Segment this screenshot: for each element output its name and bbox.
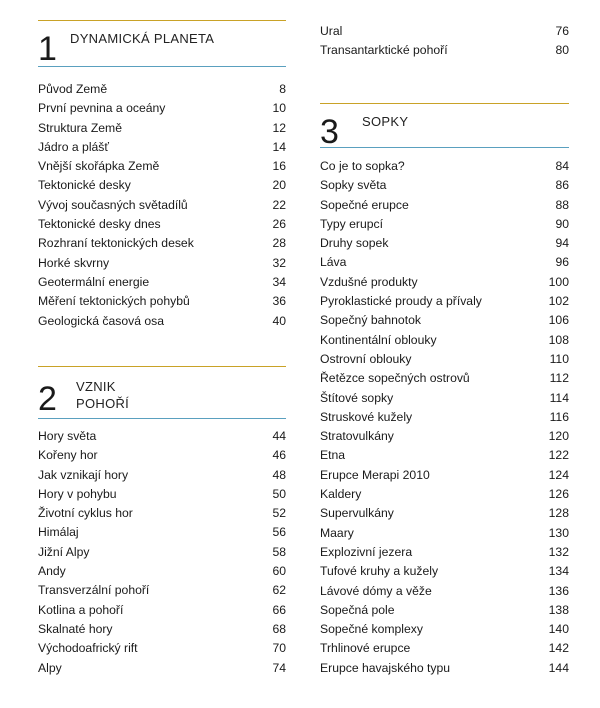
toc-entry-title: Erupce havajského typu xyxy=(320,660,451,675)
toc-entry xyxy=(38,659,286,678)
toc-entry-page: 48 xyxy=(272,467,286,482)
toc-entry-title: Stratovulkány xyxy=(320,429,394,444)
toc-entry xyxy=(320,350,569,369)
toc-entry-title: Tektonické desky dnes xyxy=(38,217,161,232)
toc-entry-page: 138 xyxy=(548,602,569,617)
toc-entry-title: Etna xyxy=(320,448,346,463)
toc-entry-title: Tektonické desky xyxy=(38,178,131,193)
toc-entry xyxy=(320,311,569,330)
toc-entry-title: Druhy sopek xyxy=(320,236,389,251)
toc-entry xyxy=(38,639,286,658)
toc-entry xyxy=(38,119,286,138)
toc-entry-page: 40 xyxy=(272,313,286,328)
toc-entry-page: 34 xyxy=(272,274,286,289)
toc-entry-page: 62 xyxy=(272,583,286,598)
toc-entry xyxy=(320,524,569,543)
toc-entry xyxy=(320,601,569,620)
chapter-number: 1 xyxy=(38,30,57,68)
toc-entry-title: Sopečné erupce xyxy=(320,197,409,212)
toc-entry-title: Geologická časová osa xyxy=(38,313,165,328)
toc-entry-title: Ostrovní oblouky xyxy=(320,351,412,366)
toc-entry xyxy=(38,504,286,523)
toc-entry-page: 106 xyxy=(548,313,569,328)
toc-entry xyxy=(320,504,569,523)
toc-entry-page: 32 xyxy=(272,255,286,270)
chapter-divider-bottom xyxy=(38,418,286,419)
toc-entry-page: 122 xyxy=(548,448,569,463)
toc-entry-title: Hory světa xyxy=(38,429,97,443)
toc-entry-page: 36 xyxy=(272,294,286,309)
toc-entry-page: 142 xyxy=(548,641,569,656)
toc-entry-page: 76 xyxy=(555,24,569,38)
toc-entry-page: 126 xyxy=(548,487,569,502)
toc-entry-page: 28 xyxy=(272,236,286,251)
toc-entry-title: Sopečná pole xyxy=(320,602,395,617)
toc-entry-title: Geotermální energie xyxy=(38,274,150,289)
toc-entry-page: 96 xyxy=(555,255,569,270)
toc-entry-page: 112 xyxy=(549,371,569,386)
toc-entry-page: 134 xyxy=(548,564,569,579)
chapter-title-line1: VZNIK xyxy=(76,379,116,394)
chapter-2-entries xyxy=(38,427,286,678)
toc-entry-title: Kaldery xyxy=(320,487,362,502)
toc-entry xyxy=(320,466,569,485)
chapter-3-header xyxy=(320,103,569,153)
toc-entry-title: Explozivní jezera xyxy=(320,544,413,559)
toc-entry-title: Sopečný bahnotok xyxy=(320,313,421,328)
toc-entry-title: Supervulkány xyxy=(320,506,394,521)
toc-entry-page: 80 xyxy=(555,43,569,58)
toc-entry-page: 70 xyxy=(272,641,286,656)
toc-entry-title: Hory v pohybu xyxy=(38,486,117,501)
toc-entry-page: 52 xyxy=(272,506,286,521)
toc-entry-page: 66 xyxy=(272,602,286,617)
toc-entry-title: Transverzální pohoří xyxy=(38,583,150,598)
chapter-title-line2: POHOŘÍ xyxy=(76,396,130,411)
toc-entry-title: Jak vznikají hory xyxy=(38,467,129,482)
chapter-2-entries-continued xyxy=(320,22,569,61)
toc-entry xyxy=(320,389,569,408)
toc-entry-title: Kotlina a pohoří xyxy=(38,602,124,617)
toc-entry-title: Vnější skořápka Země xyxy=(38,159,160,174)
toc-entry-page: 144 xyxy=(548,660,569,675)
toc-entry xyxy=(38,620,286,639)
toc-entry xyxy=(320,176,569,195)
toc-entry xyxy=(320,408,569,427)
chapter-divider-bottom xyxy=(320,147,569,148)
chapter-divider-top xyxy=(38,20,286,21)
toc-entry xyxy=(38,427,286,446)
toc-entry-title: Sopky světa xyxy=(320,178,387,193)
toc-entry-page: 86 xyxy=(555,178,569,193)
chapter-number: 2 xyxy=(38,380,57,418)
toc-entry-title: Sopečné komplexy xyxy=(320,622,423,637)
toc-entry-page: 12 xyxy=(272,120,286,135)
toc-entry xyxy=(38,234,286,253)
toc-entry-title: Původ Země xyxy=(38,82,108,96)
toc-entry-page: 22 xyxy=(272,197,286,212)
toc-entry-title: Kořeny hor xyxy=(38,448,98,463)
toc-entry xyxy=(320,292,569,311)
chapter-2-header xyxy=(38,366,286,426)
toc-entry-title: Rozhraní tektonických desek xyxy=(38,236,194,251)
toc-entry-title: Láva xyxy=(320,255,347,270)
toc-entry-page: 20 xyxy=(272,178,286,193)
toc-entry xyxy=(38,292,286,311)
toc-entry-title: Skalnaté hory xyxy=(38,621,113,636)
toc-entry xyxy=(38,562,286,581)
toc-entry-title: Andy xyxy=(38,564,66,579)
toc-entry xyxy=(320,427,569,446)
toc-entry-title: Vzdušné produkty xyxy=(320,274,418,289)
toc-entry xyxy=(38,99,286,118)
chapter-title: DYNAMICKÁ PLANETA xyxy=(70,31,215,46)
toc-entry-page: 136 xyxy=(548,583,569,598)
chapter-divider-top xyxy=(320,103,569,104)
toc-entry xyxy=(38,273,286,292)
toc-entry-page: 46 xyxy=(272,448,286,463)
toc-entry-page: 16 xyxy=(272,159,286,174)
toc-entry-title: Erupce Merapi 2010 xyxy=(320,467,430,482)
toc-entry xyxy=(38,446,286,465)
toc-entry xyxy=(38,196,286,215)
toc-entry-page: 130 xyxy=(548,525,569,540)
toc-entry xyxy=(320,543,569,562)
toc-entry xyxy=(320,485,569,504)
toc-entry-title: Transantarktické pohoří xyxy=(320,43,448,58)
toc-entry-title: Měření tektonických pohybů xyxy=(38,294,190,309)
toc-entry-page: 108 xyxy=(548,332,569,347)
toc-entry xyxy=(38,254,286,273)
toc-entry xyxy=(38,80,286,99)
toc-entry-page: 90 xyxy=(555,216,569,231)
toc-entry-page: 68 xyxy=(272,621,286,636)
toc-entry xyxy=(38,601,286,620)
toc-entry-title: Co je to sopka? xyxy=(320,159,405,173)
toc-entry xyxy=(38,312,286,331)
toc-entry-title: Struskové kužely xyxy=(320,409,413,424)
toc-entry xyxy=(320,41,569,60)
toc-entry-page: 140 xyxy=(548,622,569,637)
toc-entry xyxy=(320,22,569,41)
toc-entry-page: 132 xyxy=(548,544,569,559)
toc-entry-page: 100 xyxy=(548,274,569,289)
chapter-1-entries xyxy=(38,80,286,331)
toc-entry-page: 44 xyxy=(272,429,286,443)
toc-entry-page: 128 xyxy=(548,506,569,521)
toc-entry-title: Východoafrický rift xyxy=(38,641,138,656)
toc-entry-page: 10 xyxy=(272,101,286,116)
chapter-title: SOPKY xyxy=(362,114,409,129)
toc-entry xyxy=(320,369,569,388)
toc-entry-title: Jádro a plášť xyxy=(38,139,109,154)
toc-entry-page: 124 xyxy=(548,467,569,482)
toc-entry xyxy=(320,659,569,678)
toc-entry xyxy=(320,273,569,292)
toc-entry-title: Štítové sopky xyxy=(320,390,394,405)
toc-entry-page: 26 xyxy=(272,217,286,232)
toc-entry-page: 116 xyxy=(549,409,569,424)
chapter-1-header xyxy=(38,20,286,80)
toc-entry-title: Trhlinové erupce xyxy=(320,641,411,656)
toc-entry-title: Lávové dómy a věže xyxy=(320,583,432,598)
toc-entry xyxy=(38,523,286,542)
toc-entry-page: 120 xyxy=(548,429,569,444)
toc-entry xyxy=(320,253,569,272)
toc-entry-title: Pyroklastické proudy a přívaly xyxy=(320,294,482,309)
chapter-divider-bottom xyxy=(38,66,286,67)
toc-entry-page: 60 xyxy=(272,564,286,579)
toc-entry xyxy=(320,639,569,658)
toc-entry xyxy=(320,215,569,234)
toc-entry xyxy=(38,215,286,234)
toc-entry-page: 114 xyxy=(549,390,569,405)
toc-entry-title: Řetězce sopečných ostrovů xyxy=(320,371,470,386)
toc-entry-page: 8 xyxy=(279,82,286,96)
toc-entry-title: Maary xyxy=(320,525,354,540)
toc-entry-title: Himálaj xyxy=(38,525,79,540)
toc-entry-page: 102 xyxy=(548,294,569,309)
toc-entry xyxy=(38,581,286,600)
toc-entry-title: Kontinentální oblouky xyxy=(320,332,437,347)
toc-entry-page: 56 xyxy=(272,525,286,540)
toc-entry-title: Životní cyklus hor xyxy=(38,506,133,521)
toc-entry xyxy=(38,176,286,195)
toc-entry xyxy=(320,157,569,176)
toc-entry xyxy=(38,138,286,157)
toc-entry-title: Tufové kruhy a kužely xyxy=(320,564,439,579)
chapter-3-entries xyxy=(320,157,569,678)
toc-entry xyxy=(38,466,286,485)
toc-entry-page: 110 xyxy=(549,351,569,366)
toc-entry xyxy=(38,157,286,176)
toc-entry-title: Horké skvrny xyxy=(38,255,110,270)
toc-entry xyxy=(38,543,286,562)
toc-entry-title: Struktura Země xyxy=(38,120,122,135)
toc-entry xyxy=(320,582,569,601)
toc-entry xyxy=(320,234,569,253)
chapter-number: 3 xyxy=(320,113,339,151)
toc-entry xyxy=(320,196,569,215)
toc-entry-page: 94 xyxy=(555,236,569,251)
toc-entry xyxy=(38,485,286,504)
toc-entry-title: Typy erupcí xyxy=(320,216,383,231)
toc-entry xyxy=(320,446,569,465)
toc-entry-title: Jižní Alpy xyxy=(38,544,90,559)
toc-entry xyxy=(320,331,569,350)
toc-entry-title: Vývoj současných světadílů xyxy=(38,197,188,212)
toc-entry-page: 50 xyxy=(272,486,286,501)
toc-entry-page: 84 xyxy=(555,159,569,173)
toc-entry-title: Alpy xyxy=(38,660,62,675)
toc-entry-page: 14 xyxy=(272,139,286,154)
chapter-divider-top xyxy=(38,366,286,367)
toc-entry-title: První pevnina a oceány xyxy=(38,101,166,116)
toc-entry-page: 88 xyxy=(555,197,569,212)
toc-entry xyxy=(320,562,569,581)
toc-entry-page: 58 xyxy=(272,544,286,559)
toc-entry-page: 74 xyxy=(272,660,286,675)
toc-entry-title: Ural xyxy=(320,24,343,38)
toc-entry xyxy=(320,620,569,639)
